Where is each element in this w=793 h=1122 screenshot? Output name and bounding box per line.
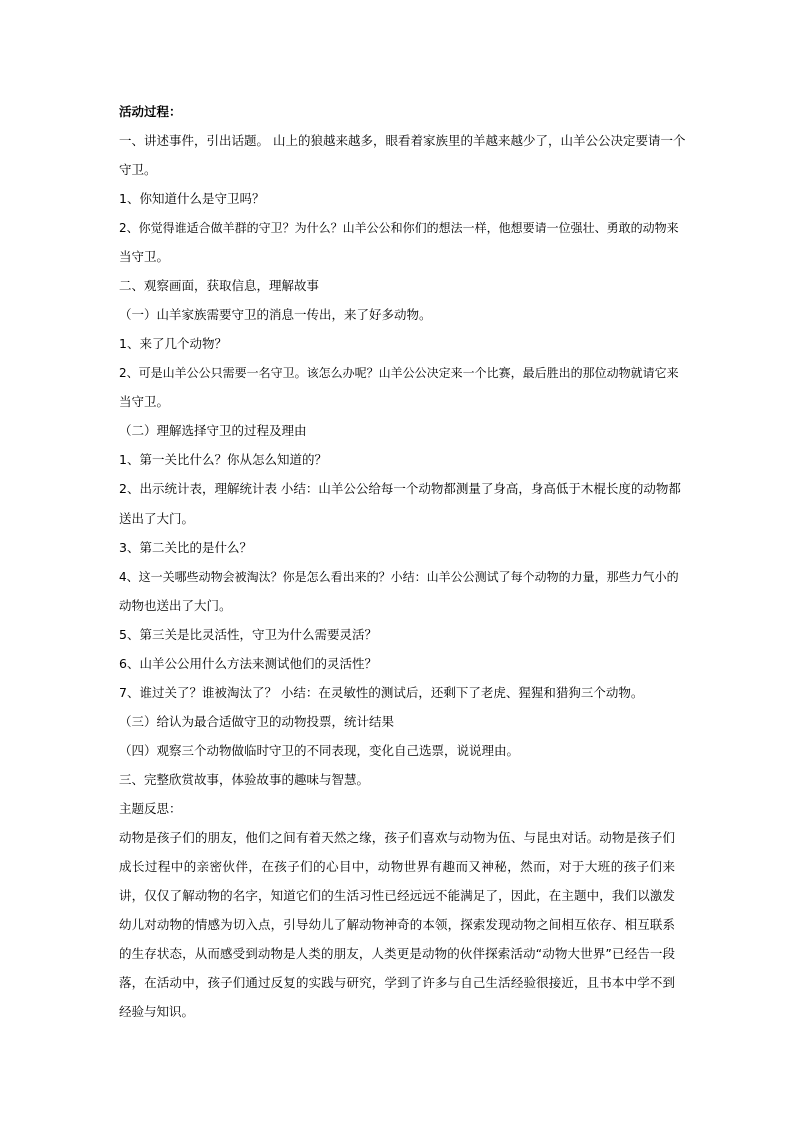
text-line: （一）山羊家族需要守卫的消息一传出，来了好多动物。 [119,307,432,322]
text-line: 2、出示统计表，理解统计表 小结：山羊公公给每一个动物都测量了身高，身高低于木棍长度的动物都 [119,481,681,496]
text-line: 动物也送出了大门。 [119,598,232,613]
text-line: 当守卫。 [119,394,170,409]
text-line: （二）理解选择守卫的过程及理由 [119,423,307,438]
section-heading: 活动过程： [119,104,182,119]
text-line: 主题反思： [119,801,182,816]
reflection-paragraph: 动物是孩子们的朋友，他们之间有着天然之缘，孩子们喜欢与动物为伍、与昆虫对话。动物是孩子们成长过程中的亲密伙伴，在孩子们的心目中，动物世界有趣而又神秘，然而，对于大班的孩子们来讲，仅仅了解动物的名字，知道它们的生活习性已经远远不能满足了，因此，在主题中，我们以激发幼儿对动物的情感为切入点，引导幼儿了解动物神奇的本领，探索发现动物之间相互依存、相互联系的生存状态，从而感受到动物是人类的朋友，人类更是动物的伙伴探索活动“动物大世界”已经告一段落，在活动中，孩子们通过反复的实践与研究，学到了许多与自己生活经验很接近，且书本中学不到经验与知识。 [119,830,675,1019]
text-line: 3、第二关比的是什么？ [119,540,252,555]
text-line: 当守卫。 [119,249,170,264]
text-line: 5、第三关是比灵活性，守卫为什么需要灵活？ [119,627,377,642]
text-line: 2、你觉得谁适合做羊群的守卫？为什么？山羊公公和你们的想法一样，他想要请一位强壮、勇敢的动物来 [119,221,679,235]
text-line: 一、讲述事件，引出话题。 山上的狼越来越多，眼看着家族里的羊越来越少了，山羊公公决定要请一个 [119,133,686,148]
text-line: 7、谁过关了？谁被淘汰了？ 小结：在灵敏性的测试后，还剩下了老虎、猩猩和猎狗三个动物。 [119,685,644,700]
text-line: （四）观察三个动物做临时守卫的不同表现，变化自己选票，说说理由。 [119,743,520,758]
text-line: 2、可是山羊公公只需要一名守卫。该怎么办呢？山羊公公决定来一个比赛，最后胜出的那位动物就请它来 [119,366,679,380]
text-line: （三）给认为最合适做守卫的动物投票，统计结果 [119,714,395,729]
text-line: 三、完整欣赏故事，体验故事的趣味与智慧。 [119,772,370,787]
text-line: 1、第一关比什么？你从怎么知道的？ [119,452,327,467]
text-line: 守卫。 [119,162,157,177]
text-line: 送出了大门。 [119,511,195,526]
text-line: 6、山羊公公用什么方法来测试他们的灵活性？ [119,656,377,671]
text-line: 4、这一关哪些动物会被淘汰？你是怎么看出来的？小结：山羊公公测试了每个动物的力量，那些力气小的 [119,570,679,584]
text-line: 1、来了几个动物？ [119,336,227,351]
text-line: 1、你知道什么是守卫吗？ [119,191,265,206]
text-line: 二、观察画面，获取信息，理解故事 [119,278,320,293]
